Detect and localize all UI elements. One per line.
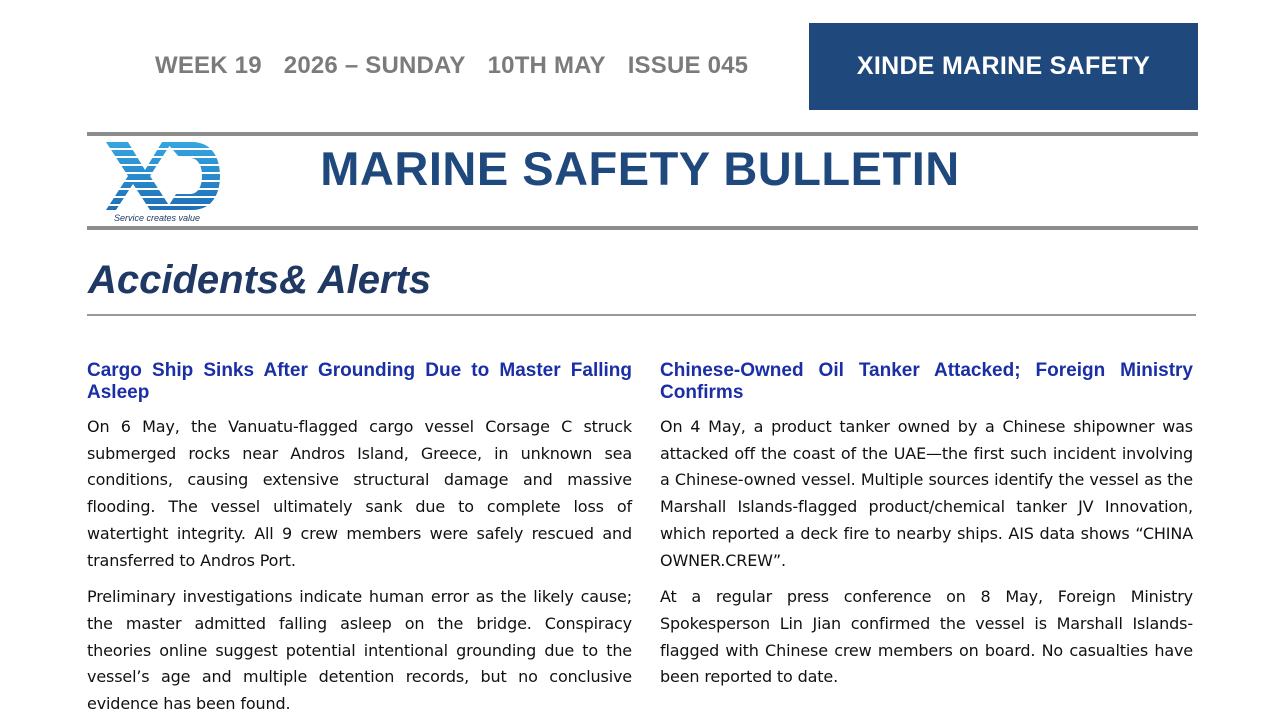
article-title: Chinese-Owned Oil Tanker Attacked; Foreign Ministry Confirms (660, 360, 1193, 403)
brand-label: XINDE MARINE SAFETY (856, 52, 1151, 80)
week-label: WEEK 19 (155, 52, 262, 79)
year-day-label: 2026 – SUNDAY (283, 52, 466, 79)
issue-meta (155, 50, 748, 82)
header-bottom-divider (87, 226, 1198, 230)
article-paragraph: On 6 May, the Vanuatu-flagged cargo vessel Corsage C struck submerged rocks near Andros Island, Greece, in unknown sea conditions, causing extensive structural damage and massive flooding. The vessel ultimately sank due to complete loss of watertight integrity. All 9 crew members were safely rescued and transferred to Andros Port. (87, 417, 632, 570)
article-paragraph: On 4 May, a product tanker owned by a Chinese shipowner was attacked off the coast of the UAE—the first such incident involving a Chinese-owned vessel. Multiple sources identify the vessel as the Marshall Islands-flagged product/chemical tanker JV Innovation, which reported a deck fire to nearby ships. AIS data shows “CHINA OWNER.CREW”. (660, 417, 1193, 570)
brand-banner (809, 23, 1198, 110)
logo-tagline: Service creates value (114, 213, 201, 223)
bulletin-title-text: MARINE SAFETY BULLETIN (320, 142, 960, 195)
article-title: Cargo Ship Sinks After Grounding Due to Master Falling Asleep (87, 360, 632, 403)
issue-label: ISSUE 045 (627, 52, 749, 79)
article-cargo-ship (87, 360, 632, 728)
section-divider (87, 314, 1196, 316)
section-title: Accidents& Alerts (88, 258, 432, 302)
bulletin-title (0, 141, 1280, 196)
article-paragraph: Preliminary investigations indicate human error as the likely cause; the master admitted falling asleep on the bridge. Conspiracy theories online suggest potential intentional grounding due to the vessel’s age and multiple detention records, but no conclusive evidence has been found. (87, 587, 632, 714)
date-label: 10TH MAY (487, 52, 606, 79)
article-paragraph: At a regular press conference on 8 May, Foreign Ministry Spokesperson Lin Jian confirmed the vessel is Marshall Islands-flagged with Chinese crew members on board. No casualties have been reported to date. (660, 587, 1193, 687)
top-divider (87, 132, 1198, 136)
article-oil-tanker (660, 360, 1193, 701)
